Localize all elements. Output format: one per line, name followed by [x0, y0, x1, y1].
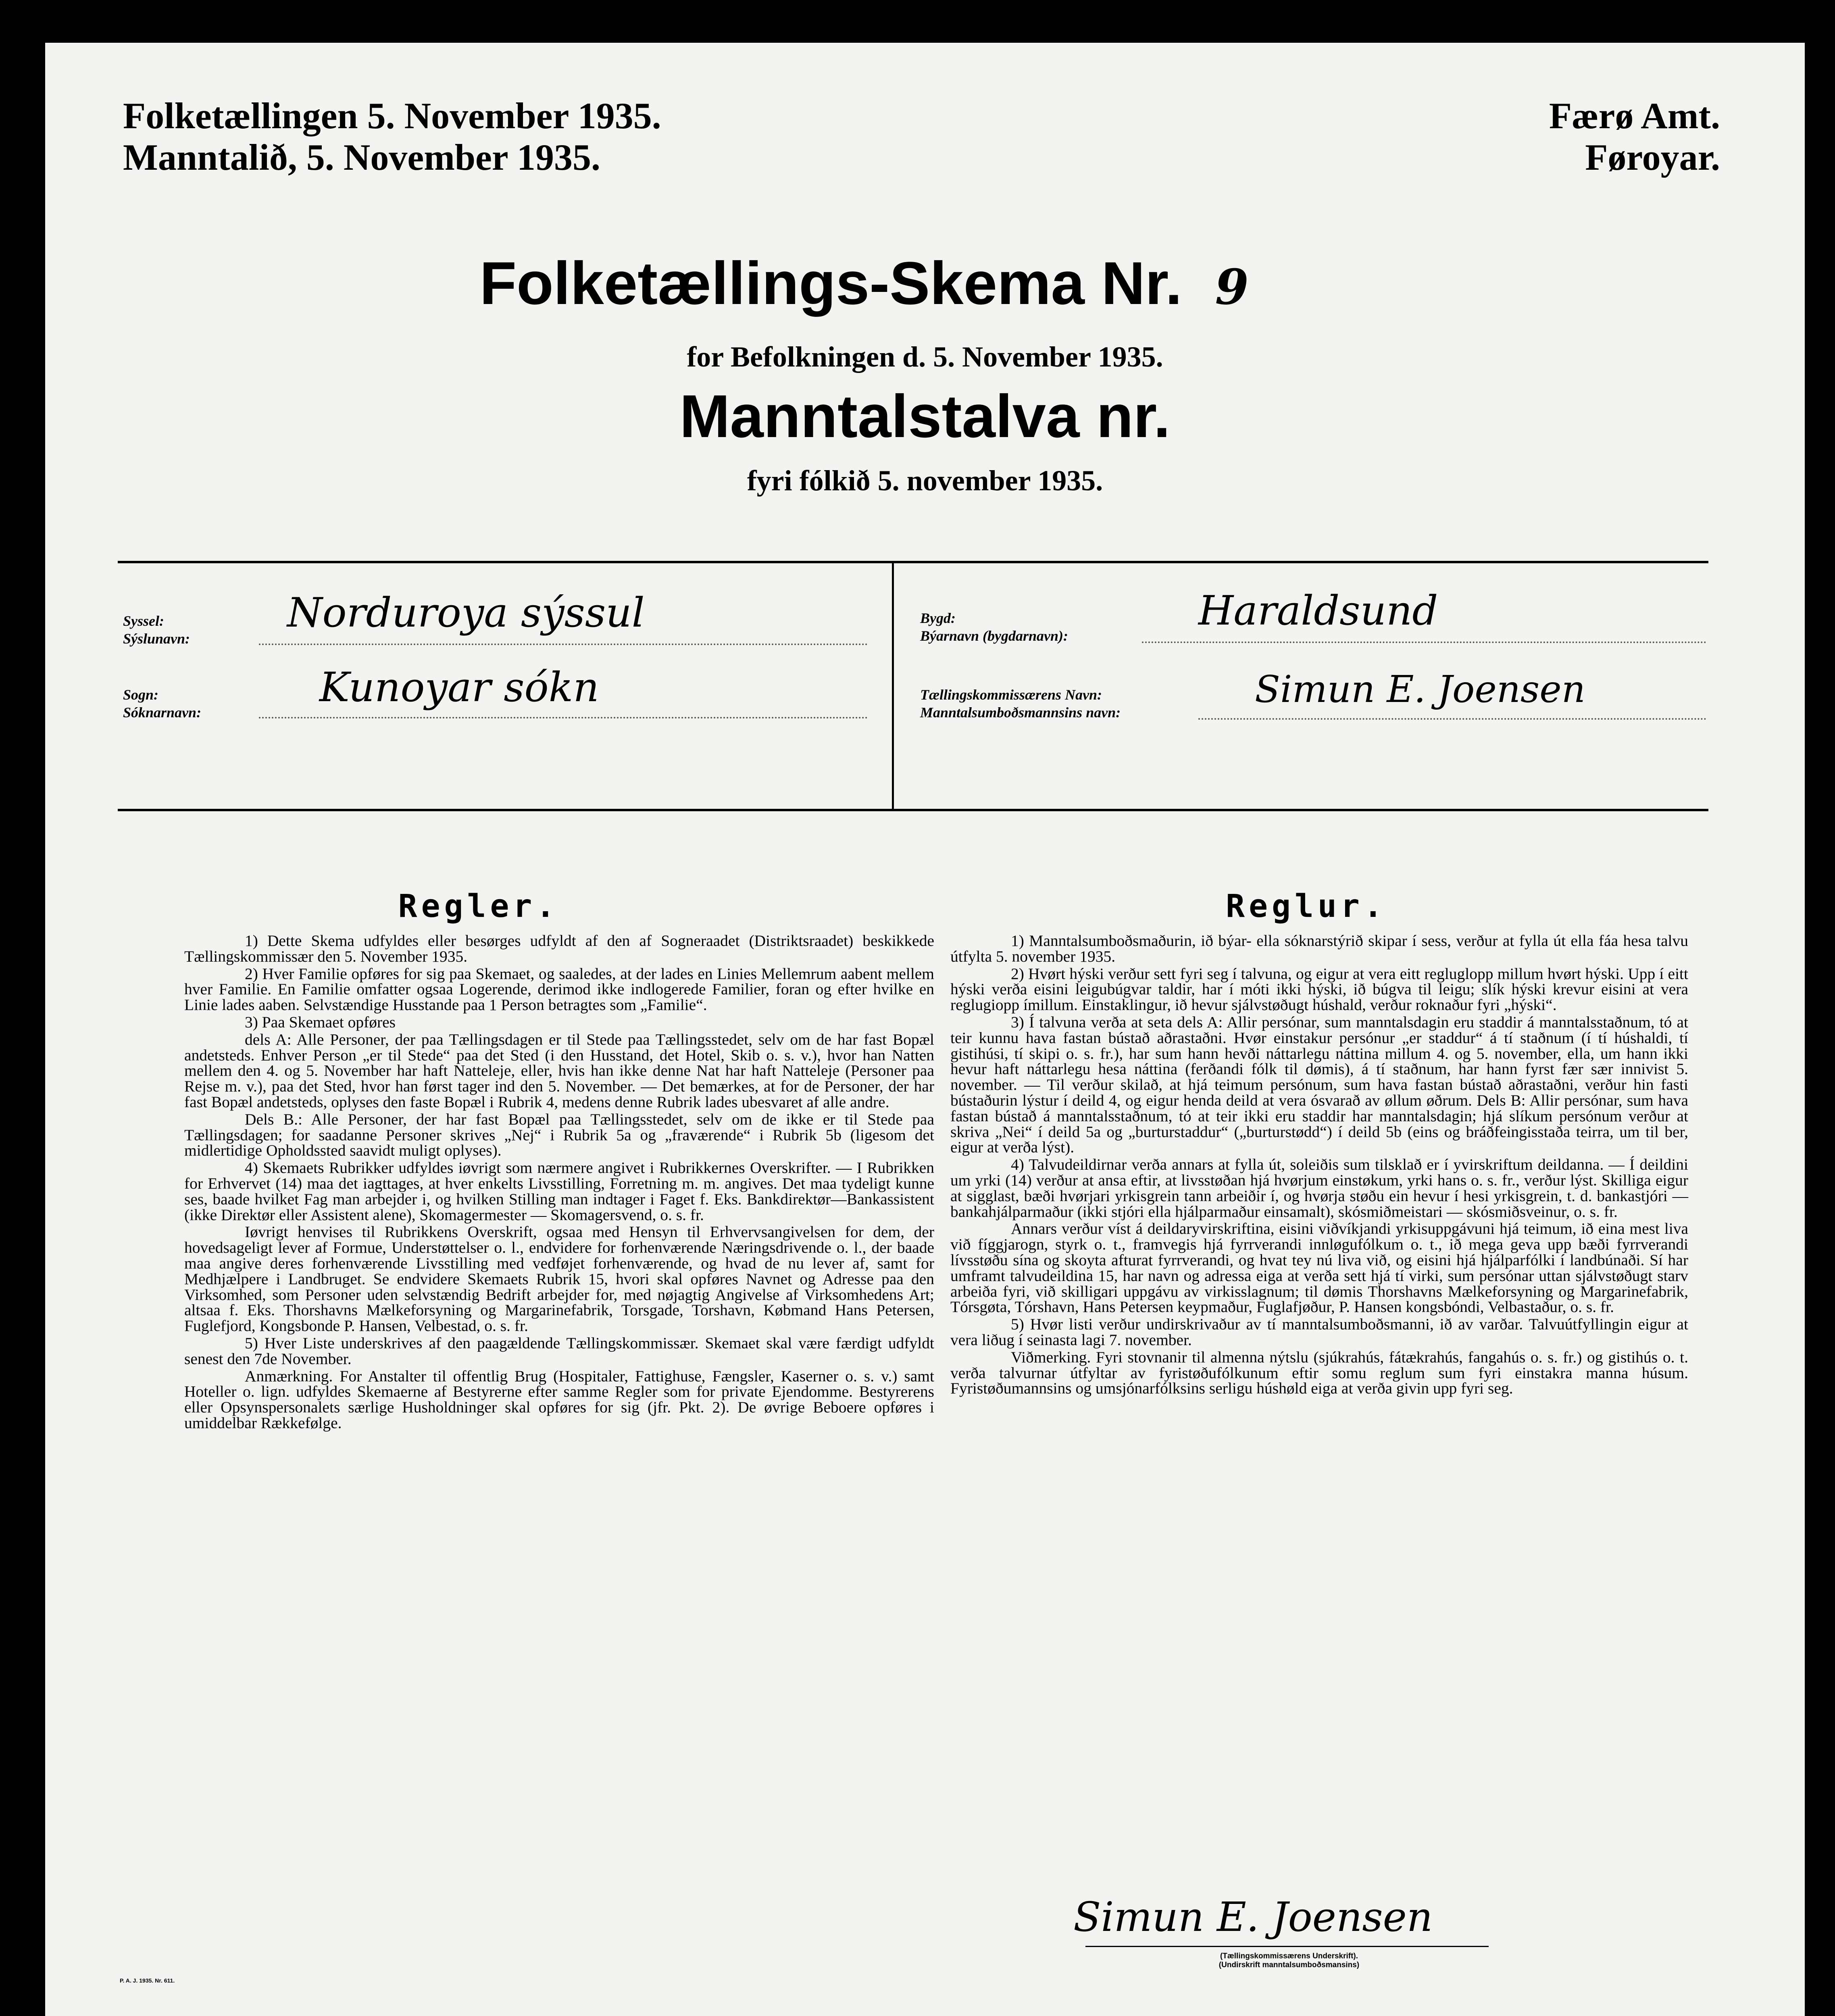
kommissaer-value: Simun E. Joensen [1255, 668, 1585, 711]
regler-paragraph: Anmærkning. For Anstalter til offentlig Brug (Hospitaler, Fattighuse, Fængsler, Kaserner o. s. v.) samt Hoteller o. lign. udfyldes Skemaerne af Bestyrerne efter samme Regler som for private Ejendomme. Bestyrerens eller Opsynspersonalets særlige Husholdninger skal opføres for sig (jfr. Pkt. 2). De øvrige Beboere opføres i umiddelbar Rækkefølge. [184, 1367, 934, 1432]
header-right-line1: Færø Amt. [1549, 95, 1720, 136]
sogn-value: Kunoyar sókn [319, 664, 599, 711]
regler-paragraph: Iøvrigt henvises til Rubrikkens Overskrift, ogsaa med Hensyn til Erhvervsangivelsen for dem, der hovedsageligt lever af Formue, Understøttelser o. l., endvidere for forhenværende Næringsdrivende o. l., der baade maa angive deres forhenværende Livsstilling med vedføjet forhenværende, og hvad de nu lever af, samt for Medhjælpere i Landbruget. Se endvidere Skemaets Rubrik 15, hvori skal opføres Navnet og Adresse paa den Virksomhed, som Personer uden selvstændig Bedrift arbejder for, med nøjagtig Angivelse af Virksomhedens Art; altsaa f. Eks. Thorshavns Mælkeforsyning og Margarinefabrik, Torsgade, Torshavn, Købmand Hans Petersen, Fuglefjord, Kongsbonde P. Hansen, Velbestad, o. s. fr. [184, 1223, 934, 1335]
manntal-title: Manntalstalva nr. [679, 382, 1171, 450]
bygd-line [1142, 641, 1706, 643]
header-left-line2: Manntalið, 5. November 1935. [123, 137, 601, 178]
manntal-subtitle: fyri fólkið 5. november 1935. [747, 464, 1103, 497]
regler-paragraph: 1) Dette Skema udfyldes eller besørges udfyldt af den af Sogneraadet (Distriktsraadet) beskikkede Tællingskommissær den 5. November 1935. [184, 932, 934, 965]
reglur-paragraph: 2) Hvørt hýski verður sett fyri seg í talvuna, og eigur at vera eitt regluglopp millum hvørt hýski. Upp í eitt hýski verða eisini leigubúgvar taldir, har í móti ikki hýski, ið búgva til leigu; slík hýski krevur eisini at vera reglugiopp ímillum. Einstaklingur, ið hevur sjálvstøðugt húshald, verður roknaður fyri „hýski“. [950, 964, 1688, 1014]
form-title [45, 248, 1805, 318]
signature: Simun E. Joensen [1073, 1893, 1433, 1941]
regler-body [184, 933, 934, 1433]
reglur-paragraph: 5) Hvør listi verður undirskrivaður av tí manntalsumboðsmanni, ið av varðar. Talvuútfyllingin eigur at vera liðug í seinasta lagi 7. november. [950, 1315, 1688, 1349]
signature-caption: (Tællingskommissærens Underskrift). (Undirskrift manntalsumboðsmansins) [1218, 1952, 1360, 1969]
regler-paragraph: 2) Hver Familie opføres for sig paa Skemaet, og saaledes, at der lades en Linies Mellemrum aabent mellem hver Familie. En Familie omfatter ogsaa Logerende, derimod ikke indlogerede Familier, foran og efter hvilke en Linie lades aaben. Selvstændige Husstande paa 1 Person betragtes som „Familie“. [184, 964, 934, 1014]
reglur-title: Reglur. [1226, 888, 1387, 925]
regler-paragraph: 5) Hver Liste underskrives af den paagældende Tællingskommissær. Skemaet skal være færdigt udfyldt senest den 7de November. [184, 1334, 934, 1368]
field-box-top-rule [118, 561, 1708, 563]
census-form-sheet [45, 43, 1805, 2016]
header-left-line1: Folketællingen 5. November 1935. [123, 95, 661, 136]
regler-paragraph: dels A: Alle Personer, der paa Tællingsdagen er til Stede paa Tællingsstedet, selv om de har fast Bopæl andetsteds. Enhver Person „er til Stede“ paa det Sted (i den Husstand, det Hotel, Skib o. s. v.), hvor han Natten mellem den 4. og 5. November har haft Natteleje, eller, hvis han ikke denne Nat har haft Natteleje (Personer paa Rejse m. v.), paa det Sted, hvor han først tager ind den 5. November. — Det bemærkes, at for de Personer, der har fast Bopæl andetsteds, oplyses den faste Bopæl i Rubrik 4, medens denne Rubrik lades ubesvaret af alle andre. [184, 1030, 934, 1111]
reglur-paragraph: 4) Talvudeildirnar verða annars at fylla út, soleiðis sum tilsklað er í yvirskriftum deildanna. — Í deildini um yrki (14) verður at ansa eftir, at livsstøðan hjá hvørjum einstøkum, yrki hans o. s. fr., verður lýst. Skilliga eigur at sigglast, bæði hvørjari yrkisgrein tann arbeiðir í, og hvørja støðu ein hevur í hesi yrkisgrein, t. d. bankastjóri — bankahjálparmaður (ikki stjóri ella hjálparmaður einsamalt), skósmiðmeistari — skósmiðsveinur, o. s. fr. [950, 1156, 1688, 1220]
regler-paragraph: 4) Skemaets Rubrikker udfyldes iøvrigt som nærmere angivet i Rubrikkernes Overskrifter. — I Rubrikken for Erhvervet (14) maa det iagttages, at hver enkelts Livsstilling, Forretning m. m. angives. Det maa tydeligt kunne ses, baade hvilket Fag man arbejder i, og hvilken Stilling man indtager i Faget f. Eks. Bankdirektør—Bankassistent (ikke Direktør eller Assistent alene), Skomagermester — Skomagersvend, o. s. fr. [184, 1159, 934, 1224]
printer-note: P. A. J. 1935. Nr. 611. [120, 1977, 175, 1984]
form-subtitle: for Befolkningen d. 5. November 1935. [687, 341, 1163, 373]
reglur-body [950, 933, 1688, 1398]
field-box-divider [892, 563, 894, 809]
reglur-paragraph: Annars verður víst á deildaryvirskriftina, eisini viðvíkjandi yrkisuppgávuni hjá teimum, ið eina mest liva við fíggjarogn, styrk o. t., framvegis hjá fyrrverandi innløgufólkum o. t., ið mega geva upp bæði fyrrverandi lívsstøðu sína og skoyta afturat fyrrverandi, og hvat tey nú liva við, og eisini hjá hjálparfólki í landbúnaði. Sí har umframt talvudeildina 15, har navn og adressa eiga at verða sett hjá tí virki, sum persónar uttan sjálvstøðugt starv arbeiða fyri, við skilligari uppgávu av virkisslagnum; til dømis Thorshavns Mælkeforsyning og Margarinefabrik, Tórsgøta, Tórshavn, Hans Petersen keypmaður, Fuglafjøður, P. Hansen kongsbóndi, Velbastaður, o. s. fr. [950, 1220, 1688, 1316]
reglur-paragraph: Viðmerking. Fyri stovnanir til almenna nýtslu (sjúkrahús, fátækrahús, fangahús o. s. fr.) og gistihús o. t. verða talvurnar útfyltar av fyristøðufólkunum eftir somu reglum sum fyri einstakra manna húsum. Fyristøðumannsins og umsjónarfólksins serligu húshøld eiga at verða givin upp fyri seg. [950, 1348, 1688, 1397]
field-box-bottom-rule [118, 809, 1708, 811]
syssel-label: Syssel: Sýslunavn: [123, 613, 190, 647]
kommissaer-label: Tællingskommissærens Navn: Manntalsumboðsmannsins navn: [920, 687, 1121, 721]
sogn-line [259, 717, 868, 719]
header-right-line2: Føroyar. [1585, 137, 1720, 178]
sogn-label: Sogn: Sóknarnavn: [123, 687, 202, 721]
regler-paragraph: Dels B.: Alle Personer, der har fast Bopæl paa Tællingsstedet, selv om de ikke er til Stede paa Tællingsdagen; for saadanne Personer skrives „Nej“ i Rubrik 5a og „fraværende“ i Rubrik 5b (ligesom det midlertidige Opholdssted saavidt muligt oplyses). [184, 1110, 934, 1160]
bygd-value: Haraldsund [1198, 587, 1438, 634]
signature-line [1085, 1946, 1489, 1947]
syssel-line [259, 644, 868, 645]
reglur-paragraph: 1) Manntalsumboðsmaðurin, ið býar- ella sóknarstýrið skipar í sess, verður at fylla út ella fáa hesa talvu útfylta 5. november 1935. [950, 932, 1688, 965]
syssel-value: Norduroya sýssul [287, 589, 645, 636]
regler-title: Regler. [398, 888, 559, 925]
bygd-label: Bygd: Býarnavn (bygdarnavn): [920, 610, 1068, 644]
reglur-paragraph: 3) Í talvuna verða at seta dels A: Allir persónar, sum manntalsdagin eru staddir á manntalsstaðnum, tó at teir kunnu hava fastan bústað aðrastaðni. Hvør einstakur persónur „er staddur“ á tí staðnum (í tí húshaldi, tí gistihúsi, tí skipi o. s. fr.), har sum hann hevði náttarlegu náttina millum 4. og 5. november, ella, um hann ikki hevur haft náttarlegu hesa náttina (ferðandi fólk til dømis), á tí staðnum, har hann fyrst fær sær innivist 5. november. — Til verður skilað, at hjá teimum persónum, sum hava fastan bústað aðrastaðni, verður hin fasti bústaðurin lýstur í deild 4, og eigur henda deild at vera ósvarað av øllum øðrum. Dels B: Allir persónar, sum hava fastan bústað á manntalsstaðnum, tó at teir ikki eru staddir har manntalsdagin; hjá slíkum persónum verður at skriva „Nei“ í deild 5a og „burturstaddur“ („burturstødd“) í deild 5b (eins og bráðfeingisstaða teirra, um til ber, eigur at verða lýst). [950, 1013, 1688, 1156]
regler-paragraph: 3) Paa Skemaet opføres [245, 1013, 396, 1031]
kommissaer-line [1198, 718, 1706, 720]
form-title-text: Folketællings-Skema Nr. [479, 249, 1182, 317]
form-number: 9 [1215, 259, 1249, 316]
